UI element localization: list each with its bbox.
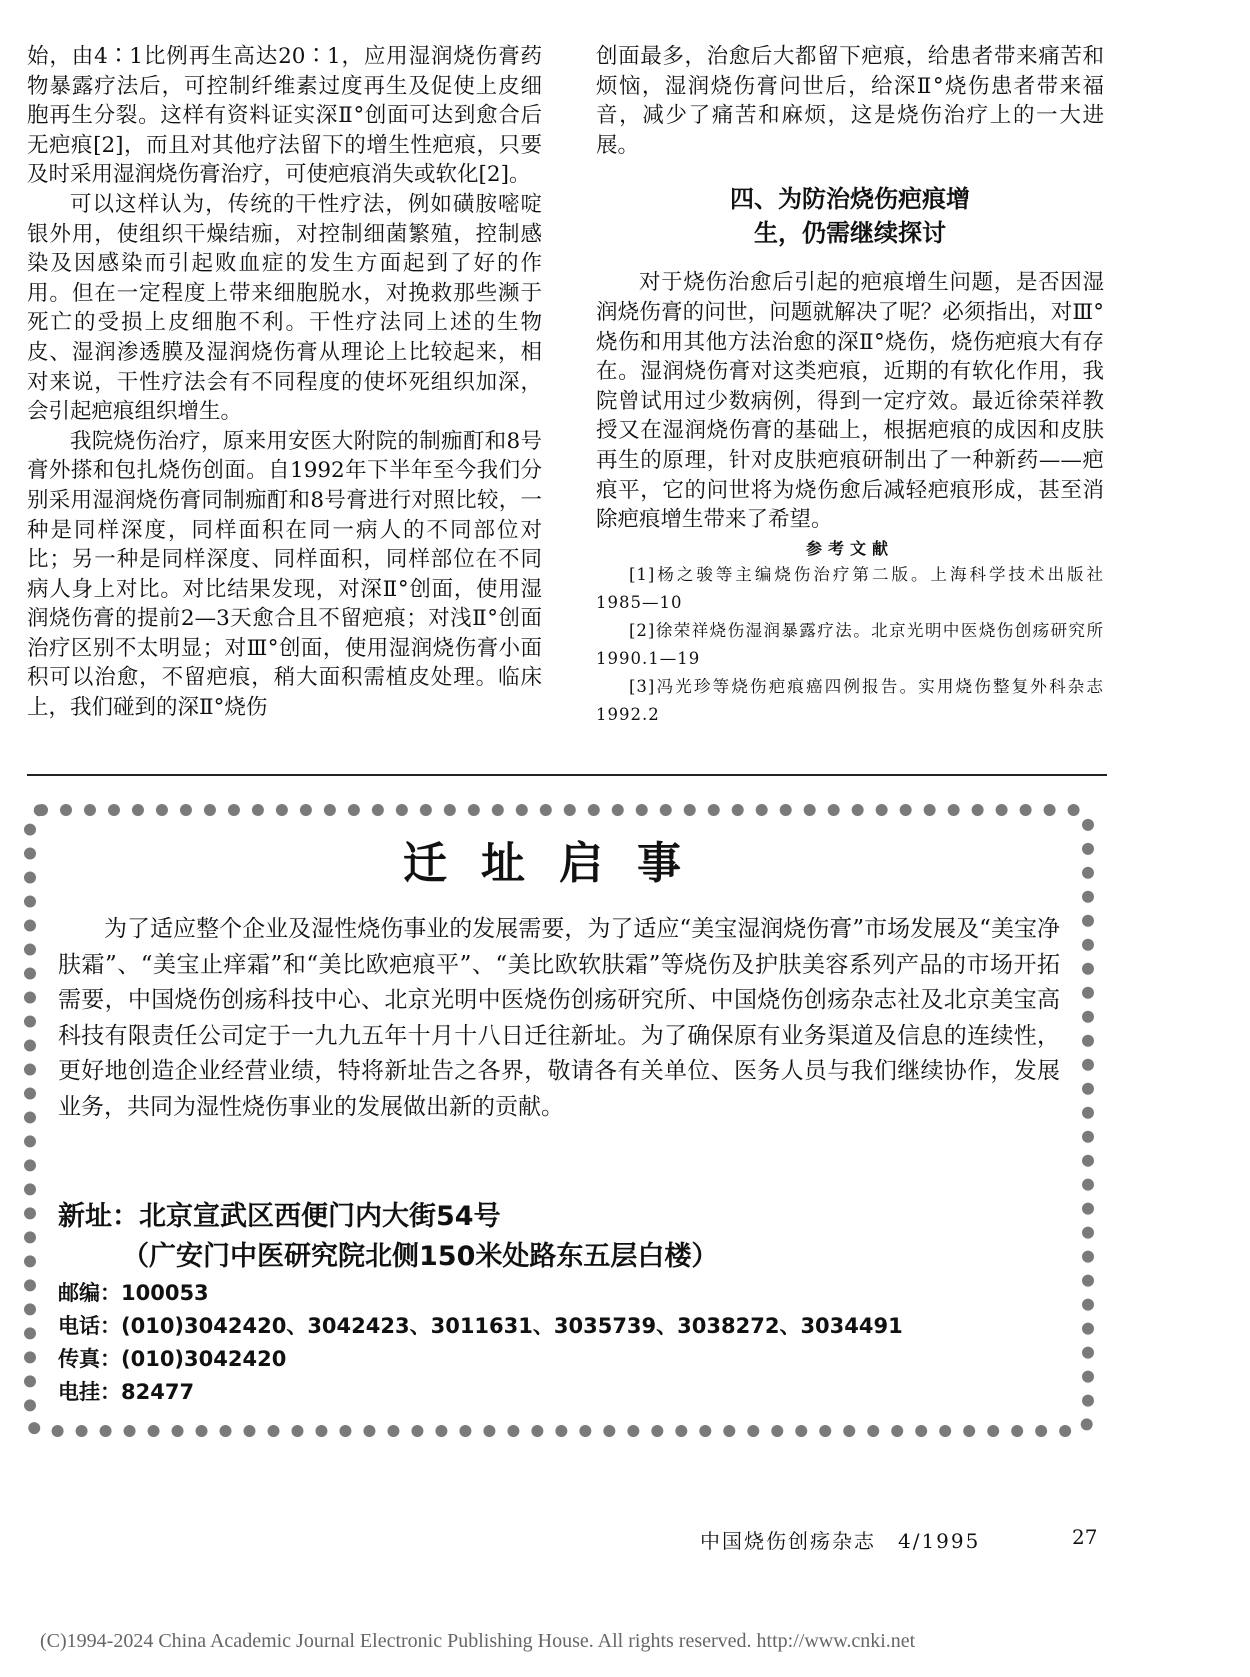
reference-item-2: [2]徐荣祥烧伤湿润暴露疗法。北京光明中医烧伤创疡研究所 1990.1—19 <box>596 620 1104 668</box>
section-heading-line-1: 四、为防治烧伤疤痕增 <box>730 185 970 214</box>
left-paragraph-1: 始，由4∶1比例再生高达20∶1，应用湿润烧伤膏药物暴露疗法后，可控制纤维素过度再生及促使上皮细胞再生分裂。这样有资料证实深Ⅱ°创面可达到愈合后无疤痕[2]，而且对其他疗法留下的增生性疤痕，只要及时采用湿润烧伤膏治疗，可使疤痕消失或软化[2]。 <box>27 44 542 188</box>
notice-body: 为了适应整个企业及湿性烧伤事业的发展需要，为了适应“美宝湿润烧伤膏”市场发展及“美宝净肤霜”、“美宝止痒霜”和“美比欧疤痕平”、“美比欧软肤霜”等烧伤及护肤美容系列产品的市场开拓需要，中国烧伤创疡科技中心、北京光明中医烧伤创疡研究所、中国烧伤创疡杂志社及北京美宝高科技有限责任公司定于一九九五年十月十八日迁往新址。为了确保原有业务渠道及信息的连续性，更好地创造企业经营业绩，特将新址告之各界，敬请各有关单位、医务人员与我们继续协作，发展业务，共同为湿性烧伤事业的发展做出新的贡献。 <box>58 916 1060 1120</box>
phone-numbers: 电话：(010)3042420、3042423、3011631、3035739、3038272、3034491 <box>58 1314 903 1338</box>
section-heading-line-2: 生，仍需继续探讨 <box>754 219 946 248</box>
relocation-notice-box <box>24 804 1094 1437</box>
postcode: 邮编：100053 <box>58 1281 209 1305</box>
page-number: 27 <box>1072 1525 1098 1549</box>
right-paragraph-2: 对于烧伤治愈后引起的疤痕增生问题，是否因湿润烧伤膏的问世，问题就解决了呢？必须指出，对Ⅲ°烧伤和用其他方法治愈的深Ⅱ°烧伤，烧伤疤痕大有存在。湿润烧伤膏对这类疤痕，近期的有软化作用，我院曾试用过少数病例，得到一定疗效。最近徐荣祥教授又在湿润烧伤膏的基础上，根据疤痕的成因和皮肤再生的原理，针对皮肤疤痕研制出了一种新药——疤痕平，它的问世将为烧伤愈后减轻疤痕形成，甚至消除疤痕增生带来了希望。 <box>596 270 1104 533</box>
section-divider <box>27 774 1107 776</box>
address-note: （广安门中医研究院北侧150米处路东五层白楼） <box>122 1241 719 1272</box>
telegraph-code: 电挂：82477 <box>58 1380 195 1404</box>
left-paragraph-3: 我院烧伤治疗，原来用安医大附院的制痂酊和8号膏外搽和包扎烧伤创面。自1992年下半年至今我们分别采用湿润烧伤膏同制痂酊和8号膏进行对照比较，一种是同样深度，同样面积在同一病人的不同部位对比；另一种是同样深度、同样面积，同样部位在不同病人身上对比。对比结果发现，对深Ⅱ°创面，使用湿润烧伤膏的提前2—3天愈合且不留疤痕；对浅Ⅱ°创面治疗区别不太明显；对Ⅲ°创面，使用湿润烧伤膏小面积可以治愈，不留疤痕，稍大面积需植皮处理。临床上，我们碰到的深Ⅱ°烧伤 <box>27 428 542 721</box>
references-title: 参考文献 <box>805 538 894 558</box>
notice-title: 迁址启事 <box>403 838 715 889</box>
left-column <box>27 42 542 723</box>
right-paragraph-1: 创面最多，治愈后大都留下疤痕，给患者带来痛苦和烦恼，湿润烧伤膏问世后，给深Ⅱ°烧伤患者带来福音，减少了痛苦和麻烦，这是烧伤治疗上的一大进展。 <box>596 44 1104 158</box>
new-address: 新址：北京宣武区西便门内大街54号 <box>58 1201 501 1232</box>
fax-number: 传真：(010)3042420 <box>58 1347 287 1371</box>
journal-footer: 中国烧伤创疡杂志 4/1995 <box>700 1529 981 1553</box>
contact-block <box>58 1197 1060 1409</box>
notice-content <box>58 830 1060 1409</box>
right-column <box>596 42 1104 729</box>
section-heading <box>596 182 1104 250</box>
reference-item-1: [1]杨之骏等主编烧伤治疗第二版。上海科学技术出版社 1985—10 <box>596 564 1104 612</box>
copyright-line: (C)1994-2024 China Academic Journal Electronic Publishing House. All rights reserved. http://www.cnki.net <box>40 1630 916 1652</box>
left-paragraph-2: 可以这样认为，传统的干性疗法，例如磺胺嘧啶银外用，使组织干燥结痂，对控制细菌繁殖，控制感染及因感染而引起败血症的发生方面起到了好的作用。但在一定程度上带来细胞脱水，对挽救那些濒于死亡的受损上皮细胞不利。干性疗法同上述的生物皮、湿润渗透膜及湿润烧伤膏从理论上比较起来，相对来说，干性疗法会有不同程度的使坏死组织加深，会引起疤痕组织增生。 <box>27 191 542 425</box>
reference-item-3: [3]冯光珍等烧伤疤痕癌四例报告。实用烧伤整复外科杂志 1992.2 <box>596 676 1104 724</box>
